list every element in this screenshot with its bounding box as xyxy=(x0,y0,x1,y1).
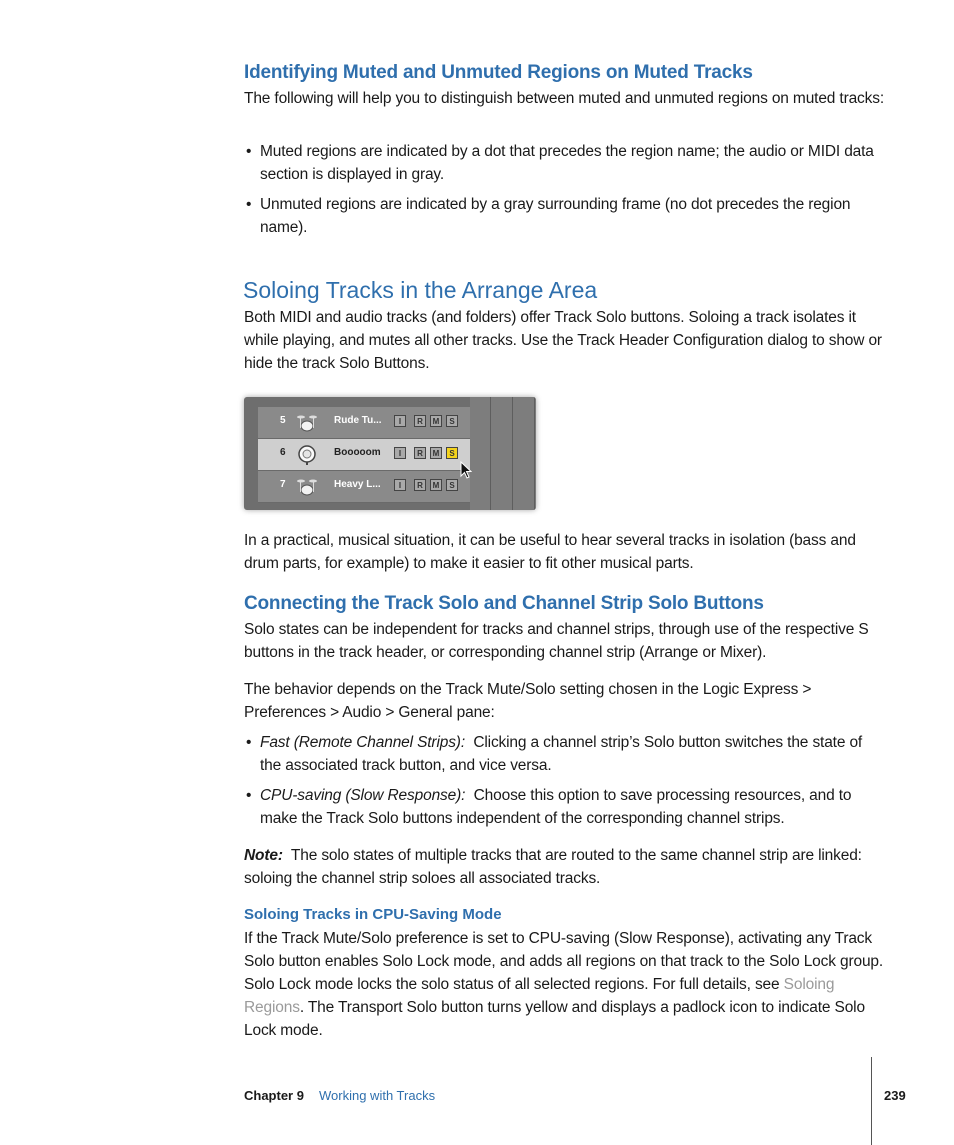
section-heading-connecting-solo: Connecting the Track Solo and Channel Strip Solo Buttons xyxy=(244,593,764,614)
section-intro: The following will help you to distinguish between muted and unmuted regions on muted tracks: xyxy=(244,90,885,107)
footer-divider xyxy=(871,1057,872,1145)
mute-button[interactable]: M xyxy=(430,447,442,459)
footer-chapter-title[interactable]: Working with Tracks xyxy=(319,1088,436,1103)
section-heading-cpu-saving: Soloing Tracks in CPU-Saving Mode xyxy=(244,906,502,923)
drum-kit-icon xyxy=(296,475,318,497)
list-item-text: Clicking a channel strip’s Solo button switches the state of the associated track button, and vice versa. xyxy=(260,734,863,774)
bullet-icon: • xyxy=(246,787,252,804)
list-item-text: Muted regions are indicated by a dot that precedes the region name; the audio or MIDI data section is displayed in gray. xyxy=(260,143,874,183)
track-row[interactable] xyxy=(258,407,470,439)
solo-button[interactable]: S xyxy=(446,415,458,427)
solo-button-active[interactable]: S xyxy=(446,447,458,459)
list-item xyxy=(244,731,884,777)
drum-kit-icon xyxy=(296,411,318,433)
list-item-text: Choose this option to save processing resources, and to make the Track Solo buttons independent of the corresponding channel strips. xyxy=(260,787,852,827)
record-button[interactable]: R xyxy=(414,479,426,491)
note-text: The solo states of multiple tracks that are routed to the same channel strip are linked: soloing the channel strip soloes all associated tracks. xyxy=(244,847,862,887)
bullet-icon: • xyxy=(246,196,252,213)
bullet-icon: • xyxy=(246,734,252,751)
section-heading-muted-regions: Identifying Muted and Unmuted Regions on Muted Tracks xyxy=(244,62,753,83)
paragraph-text: If the Track Mute/Solo preference is set to CPU-saving (Slow Response), activating any Track Solo button enables Solo Lock mode, and adds all regions on that track to the Solo Lock group. Solo Lock mode locks the solo status of all selected regions. For full details, see xyxy=(244,930,884,993)
list-item-term: CPU-saving (Slow Response): xyxy=(260,787,466,804)
track-row[interactable] xyxy=(258,471,470,503)
paragraph: In a practical, musical situation, it can be useful to hear several tracks in isolation (bass and drum parts, for example) to make it easier to fit other musical parts. xyxy=(244,532,856,572)
list-item-term: Fast (Remote Channel Strips): xyxy=(260,734,465,751)
footer-chapter: Chapter 9 xyxy=(244,1088,304,1103)
list-item xyxy=(244,193,884,239)
track-name: Rude Tu... xyxy=(334,415,382,426)
input-monitor-button[interactable]: I xyxy=(394,415,406,427)
mouse-pointer-icon xyxy=(460,461,472,479)
arrange-grid xyxy=(470,397,536,510)
paragraph: The behavior depends on the Track Mute/Solo setting chosen in the Logic Express > Preferences > Audio > General pane: xyxy=(244,681,812,721)
section-heading-soloing-tracks: Soloing Tracks in the Arrange Area xyxy=(243,277,598,303)
list-item xyxy=(244,140,884,186)
solo-button[interactable]: S xyxy=(446,479,458,491)
paragraph xyxy=(244,927,884,1042)
input-monitor-button[interactable]: I xyxy=(394,447,406,459)
section-intro: Both MIDI and audio tracks (and folders) offer Track Solo buttons. Soloing a track isolates it while playing, and mutes all other tracks. Use the Track Header Configuration dialog to show or hide the track Solo Buttons. xyxy=(244,309,882,372)
track-name: Booooom xyxy=(334,447,381,458)
mute-button[interactable]: M xyxy=(430,415,442,427)
note xyxy=(244,844,884,890)
paragraph: Solo states can be independent for tracks and channel strips, through use of the respective S buttons in the track header, or corresponding channel strip (Arrange or Mixer). xyxy=(244,621,869,661)
paragraph-text: . The Transport Solo button turns yellow and displays a padlock icon to indicate Solo Lock mode. xyxy=(244,999,865,1039)
track-row-selected[interactable] xyxy=(258,439,470,471)
track-number: 5 xyxy=(280,415,286,426)
track-number: 6 xyxy=(280,447,286,458)
mute-button[interactable]: M xyxy=(430,479,442,491)
record-button[interactable]: R xyxy=(414,415,426,427)
track-list-screenshot xyxy=(244,397,536,510)
list-item-text: Unmuted regions are indicated by a gray surrounding frame (no dot precedes the region name). xyxy=(260,196,851,236)
page-number: 239 xyxy=(884,1088,906,1103)
note-label: Note: xyxy=(244,847,283,864)
track-name: Heavy L... xyxy=(334,479,381,490)
bullet-icon: • xyxy=(246,143,252,160)
kick-drum-icon xyxy=(296,443,318,465)
record-button[interactable]: R xyxy=(414,447,426,459)
track-number: 7 xyxy=(280,479,286,490)
soloing-regions-link[interactable]: Soloing Regions xyxy=(244,976,835,1016)
input-monitor-button[interactable]: I xyxy=(394,479,406,491)
list-item xyxy=(244,784,884,830)
